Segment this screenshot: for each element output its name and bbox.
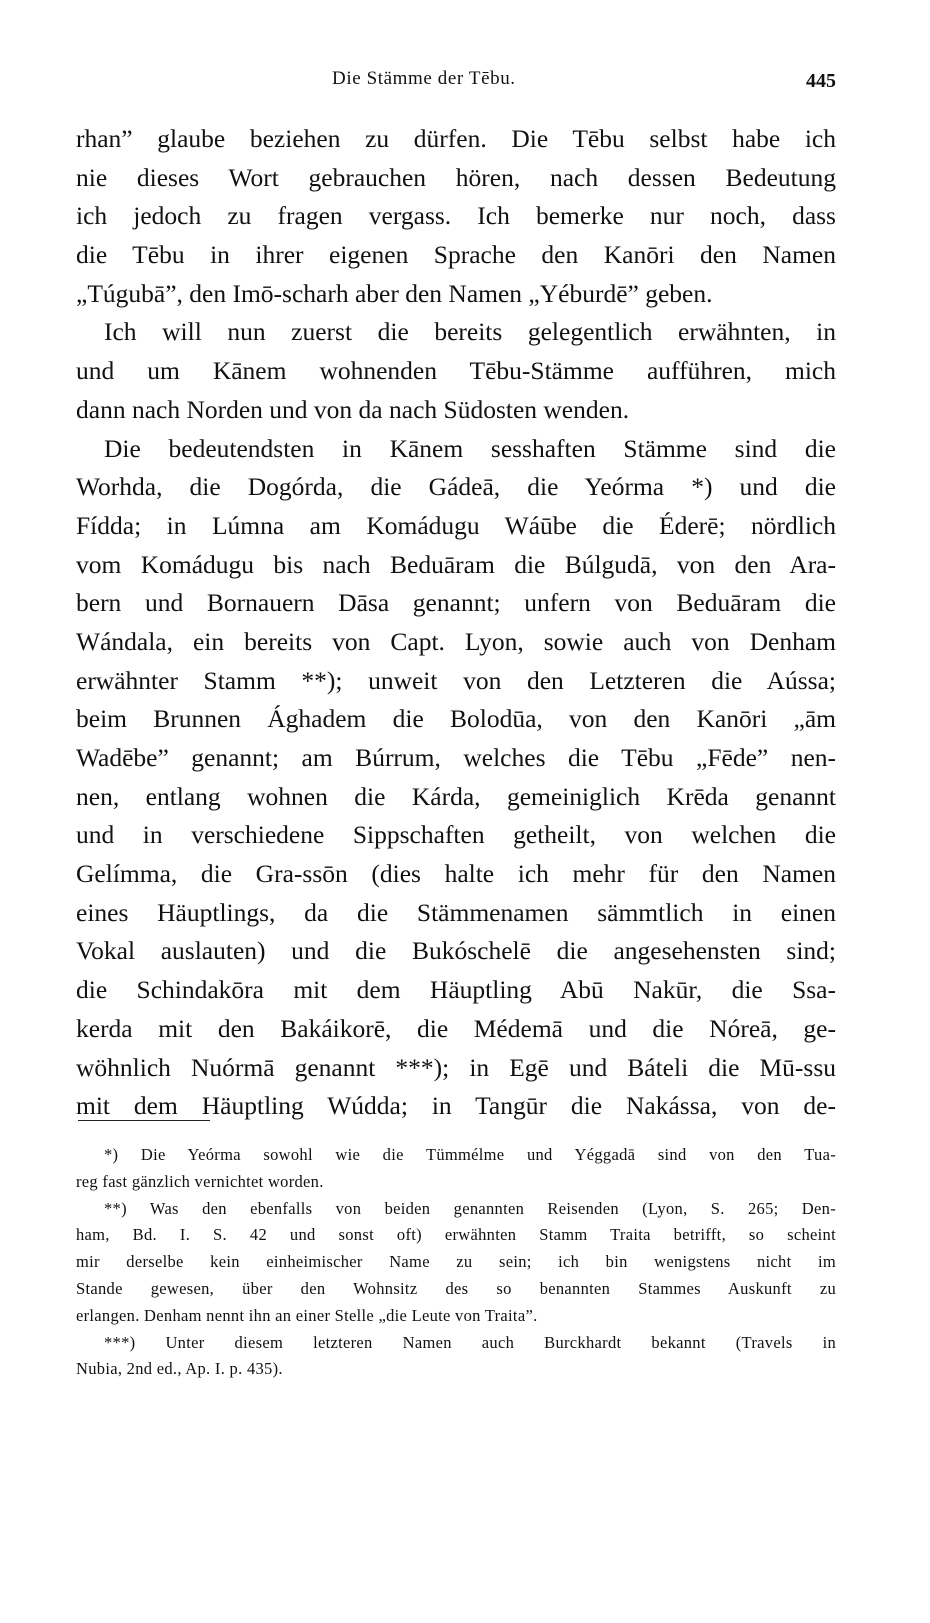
main-text	[76, 120, 836, 1126]
text-line: erwähnter Stamm **); unweit von den Letzteren die Aússa;	[76, 665, 836, 695]
text-line: vom Komádugu bis nach Beduāram die Búlgudā, von den Ara-	[76, 549, 836, 579]
text-line: Gelímma, die Gra-ssōn (dies halte ich mehr für den Namen	[76, 859, 836, 889]
text-line: Fídda; in Lúmna am Komádugu Wáūbe die Éderē; nördlich	[76, 510, 836, 540]
text-line: beim Brunnen Ághadem die Bolodūa, von den Kanōri „ām	[76, 704, 836, 734]
text-line: die Schindakōra mit dem Häuptling Abū Nakūr, die Ssa-	[76, 975, 836, 1005]
text-line: Wadēbe” genannt; am Búrrum, welches die Tēbu „Fēde” nen-	[76, 743, 836, 772]
footnote-line: ***) Unter diesem letzteren Namen auch Burckhardt bekannt (Travels in	[104, 1332, 836, 1352]
text-line: mit dem Häuptling Wúdda; in Tangūr die Nakássa, von de-	[76, 1091, 836, 1121]
text-line: wöhnlich Nuórmā genannt ***); in Egē und Báteli die Mū-ssu	[76, 1052, 836, 1082]
footnote-line: Stande gewesen, über den Wohnsitz des so benannten Stammes Auskunft zu	[76, 1278, 836, 1298]
text-line: „Túgubā”, den Imō-scharh aber den Namen „Yéburdē” geben.	[76, 278, 713, 308]
text-line: Vokal auslauten) und die Bukóschelē die angesehensten sind;	[76, 936, 836, 966]
text-line: nie dieses Wort gebrauchen hören, nach dessen Bedeutung	[76, 162, 836, 192]
text-line: nen, entlang wohnen die Kárda, gemeiniglich Krēda genannt	[76, 781, 836, 811]
text-line: eines Häuptlings, da die Stämmenamen sämmtlich in einen	[76, 897, 836, 927]
page-number: 445	[806, 70, 836, 92]
footnotes	[76, 1142, 836, 1383]
text-line: dann nach Norden und von da nach Südosten wenden.	[76, 394, 630, 424]
running-title: Die Stämme der Tēbu.	[332, 68, 516, 89]
text-line: ich jedoch zu fragen vergass. Ich bemerke nur noch, dass	[76, 201, 836, 231]
footnote-line: *) Die Yeórma sowohl wie die Tümmélme und Yéggadā sind von den Tua-	[104, 1145, 836, 1164]
text-line: und um Kānem wohnenden Tēbu-Stämme aufführen, mich	[76, 356, 836, 386]
text-line: die Tēbu in ihrer eigenen Sprache den Kanōri den Namen	[76, 240, 836, 270]
footnote-line: ham, Bd. I. S. 42 und sonst oft) erwähnten Stamm Traita betrifft, so scheint	[76, 1225, 836, 1245]
text-line: bern und Bornauern Dāsa genannt; unfern von Beduāram die	[76, 588, 836, 618]
footnote-line: erlangen. Denham nennt ihn an einer Stelle „die Leute von Traita”.	[76, 1305, 538, 1325]
footnote-line: mir derselbe kein einheimischer Name zu sein; ich bin wenigstens nicht im	[76, 1252, 836, 1272]
text-line: Ich will nun zuerst die bereits gelegentlich erwähnten, in	[104, 317, 836, 347]
footnote-line: reg fast gänzlich vernichtet worden.	[76, 1171, 324, 1191]
footnote-divider	[78, 1120, 210, 1121]
text-line: Worhda, die Dogórda, die Gádeā, die Yeórma *) und die	[76, 472, 836, 502]
text-line: und in verschiedene Sippschaften getheilt, von welchen die	[76, 820, 836, 850]
text-line: Wándala, ein bereits von Capt. Lyon, sowie auch von Denham	[76, 626, 836, 656]
text-line: rhan” glaube beziehen zu dürfen. Die Tēbu selbst habe ich	[76, 124, 836, 153]
footnote-line: Nubia, 2nd ed., Ap. I. p. 435).	[76, 1359, 283, 1379]
text-line: Die bedeutendsten in Kānem sesshaften Stämme sind die	[104, 433, 836, 463]
page-header	[76, 68, 836, 98]
text-line: kerda mit den Bakáikorē, die Médemā und die Nóreā, ge-	[76, 1013, 836, 1043]
footnote-line: **) Was den ebenfalls von beiden genannten Reisenden (Lyon, S. 265; Den-	[104, 1198, 836, 1218]
